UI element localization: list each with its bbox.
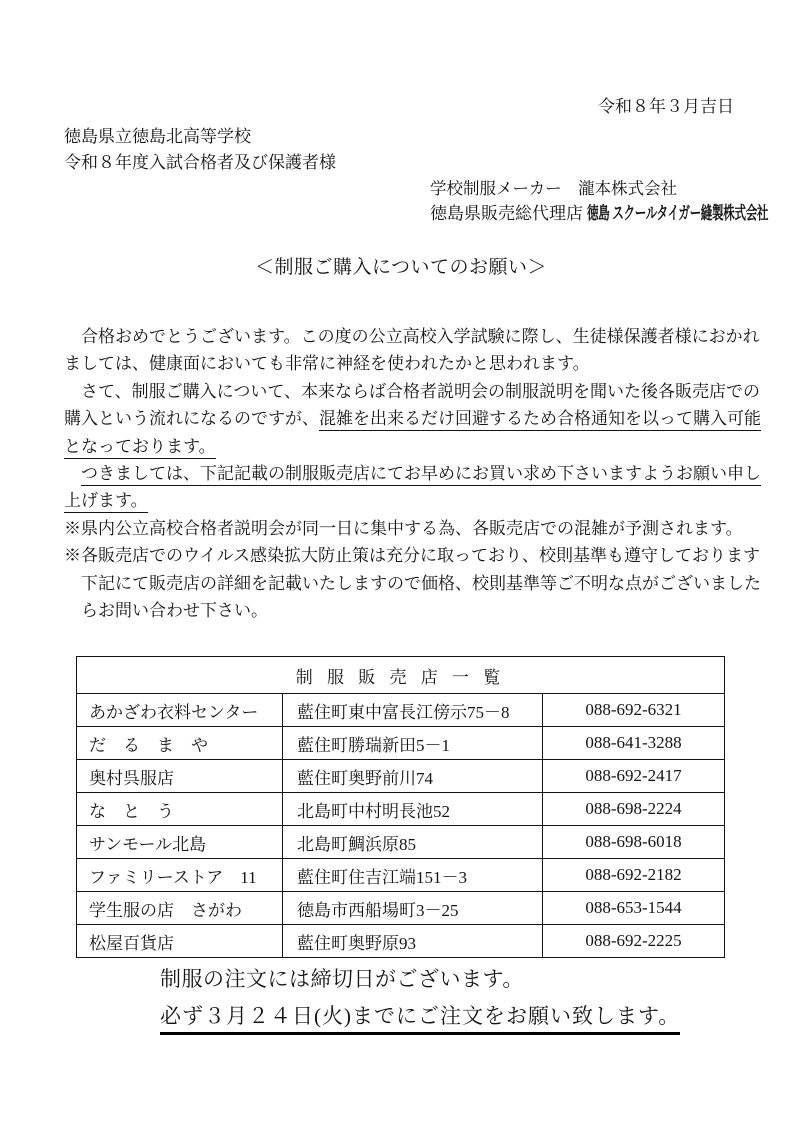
paragraph2-line3 <box>64 433 738 460</box>
document-title: ＜制服ご購入についてのお願い＞ <box>254 257 548 278</box>
store-phone-cell: 088-653-1544 <box>543 892 725 925</box>
recipient-addressee: 令和８年度入試合格者及び保護者様 <box>64 153 336 172</box>
table-row <box>77 925 725 958</box>
paragraph3-line1-underlined: つきましては、下記記載の制服販売店にてお早めにお買い求め下さいますようお願い申し <box>81 464 761 486</box>
body-text <box>64 323 761 624</box>
paragraph1-line1: 合格おめでとうございます。この度の公立高校入学試験に際し、生徒様保護者様におかれ <box>64 327 760 346</box>
deadline-notice-line1: 制服の注文には締切日がございます。 <box>160 967 524 992</box>
paragraph2-line1: さて、制服ご購入について、本来ならば合格者説明会の制服説明を聞いた後各販売店での <box>64 381 760 401</box>
paragraph1-line2: ましては、健康面においても非常に神経を使われたかと思われます。 <box>64 354 590 374</box>
store-phone-cell: 088-692-2225 <box>543 925 725 958</box>
store-address-cell: 藍住町住吉江端151－3 <box>283 859 543 892</box>
table-row <box>77 859 725 892</box>
store-name-cell: ファミリーストア 11 <box>77 859 283 892</box>
paragraph3-indent <box>64 464 81 483</box>
note1-line: ※県内公立高校合格者説明会が同一日に集中する為、各販売店での混雑が予測されます。 <box>64 518 743 538</box>
store-address-cell: 藍住町東中富長江傍示75－8 <box>283 694 543 727</box>
store-name-cell: サンモール北島 <box>77 826 283 859</box>
store-phone-cell: 088-641-3288 <box>543 727 725 760</box>
store-address-cell: 藍住町奥野前川74 <box>283 760 543 793</box>
store-phone-cell: 088-692-6321 <box>543 694 725 727</box>
table-row <box>77 760 725 793</box>
store-table-wrap <box>76 656 738 958</box>
store-name-cell: あかざわ衣料センター <box>77 694 283 727</box>
paragraph3-line2-underlined: 上げます。 <box>64 491 148 513</box>
issue-date: 令和８年３月吉日 <box>598 97 734 116</box>
recipient-school: 徳島県立徳島北高等学校 <box>64 127 251 146</box>
paragraph2-line2-normal: 購入という流れになるのですが、 <box>64 409 319 429</box>
store-name-cell: 学生服の店 さがわ <box>77 892 283 925</box>
table-row <box>77 793 725 826</box>
table-row <box>77 892 725 925</box>
store-address-cell: 徳島市西船場町3－25 <box>283 892 543 925</box>
sender-distributor <box>430 201 769 226</box>
distributor-label: 徳島県販売総代理店 <box>430 204 588 223</box>
note2-line3: らお問い合わせ下さい。 <box>64 601 268 621</box>
deadline-notice <box>160 963 738 1032</box>
store-phone-cell: 088-698-6018 <box>543 826 725 859</box>
paragraph2-line3-underlined: となっております。 <box>64 437 216 459</box>
sender-block <box>430 176 769 226</box>
store-name-cell: 松屋百貨店 <box>77 925 283 958</box>
store-address-cell: 北島町中村明長池52 <box>283 793 543 826</box>
note2-line2: 下記にて販売店の詳細を記載いたしますので価格、校則基準等ご不明な点がございました <box>64 573 761 593</box>
paragraph2-line2-underlined: 混雑を出来るだけ回避するため合格通知を以って購入可能 <box>319 409 761 431</box>
table-row <box>77 727 725 760</box>
store-address-cell: 北島町鯛浜原85 <box>283 826 543 859</box>
table-title: 制 服 販 売 店 一 覧 <box>77 657 725 694</box>
store-phone-cell: 088-698-2224 <box>543 793 725 826</box>
table-title-row <box>77 657 725 694</box>
recipient-block <box>64 124 738 176</box>
deadline-notice-line2 <box>160 1000 738 1032</box>
store-name-cell: だ る ま や <box>77 727 283 760</box>
paragraph2-line2 <box>64 405 761 432</box>
table-row <box>77 694 725 727</box>
note2-line1: ※各販売店でのウイルス感染拡大防止策は充分に取っており、校則基準も遵守しております <box>64 546 760 566</box>
store-phone-cell: 088-692-2182 <box>543 859 725 892</box>
store-name-cell: な と う <box>77 793 283 826</box>
store-address-cell: 藍住町勝瑞新田5－1 <box>283 727 543 760</box>
store-name-cell: 奥村呉服店 <box>77 760 283 793</box>
paragraph3-line2 <box>64 487 738 514</box>
paragraph3-line1 <box>64 460 761 487</box>
uniform-store-table <box>76 656 725 958</box>
store-phone-cell: 088-692-2417 <box>543 760 725 793</box>
store-address-cell: 藍住町奥野原93 <box>283 925 543 958</box>
deadline-date-underlined: 必ず３月２４日(火)までにご注文をお願い致します。 <box>160 1004 680 1035</box>
school-tiger-logo-text: 徳島 スクールタイガー縫製株式会社 <box>587 203 769 223</box>
sender-maker: 学校制服メーカー 瀧本株式会社 <box>430 179 678 198</box>
table-row <box>77 826 725 859</box>
